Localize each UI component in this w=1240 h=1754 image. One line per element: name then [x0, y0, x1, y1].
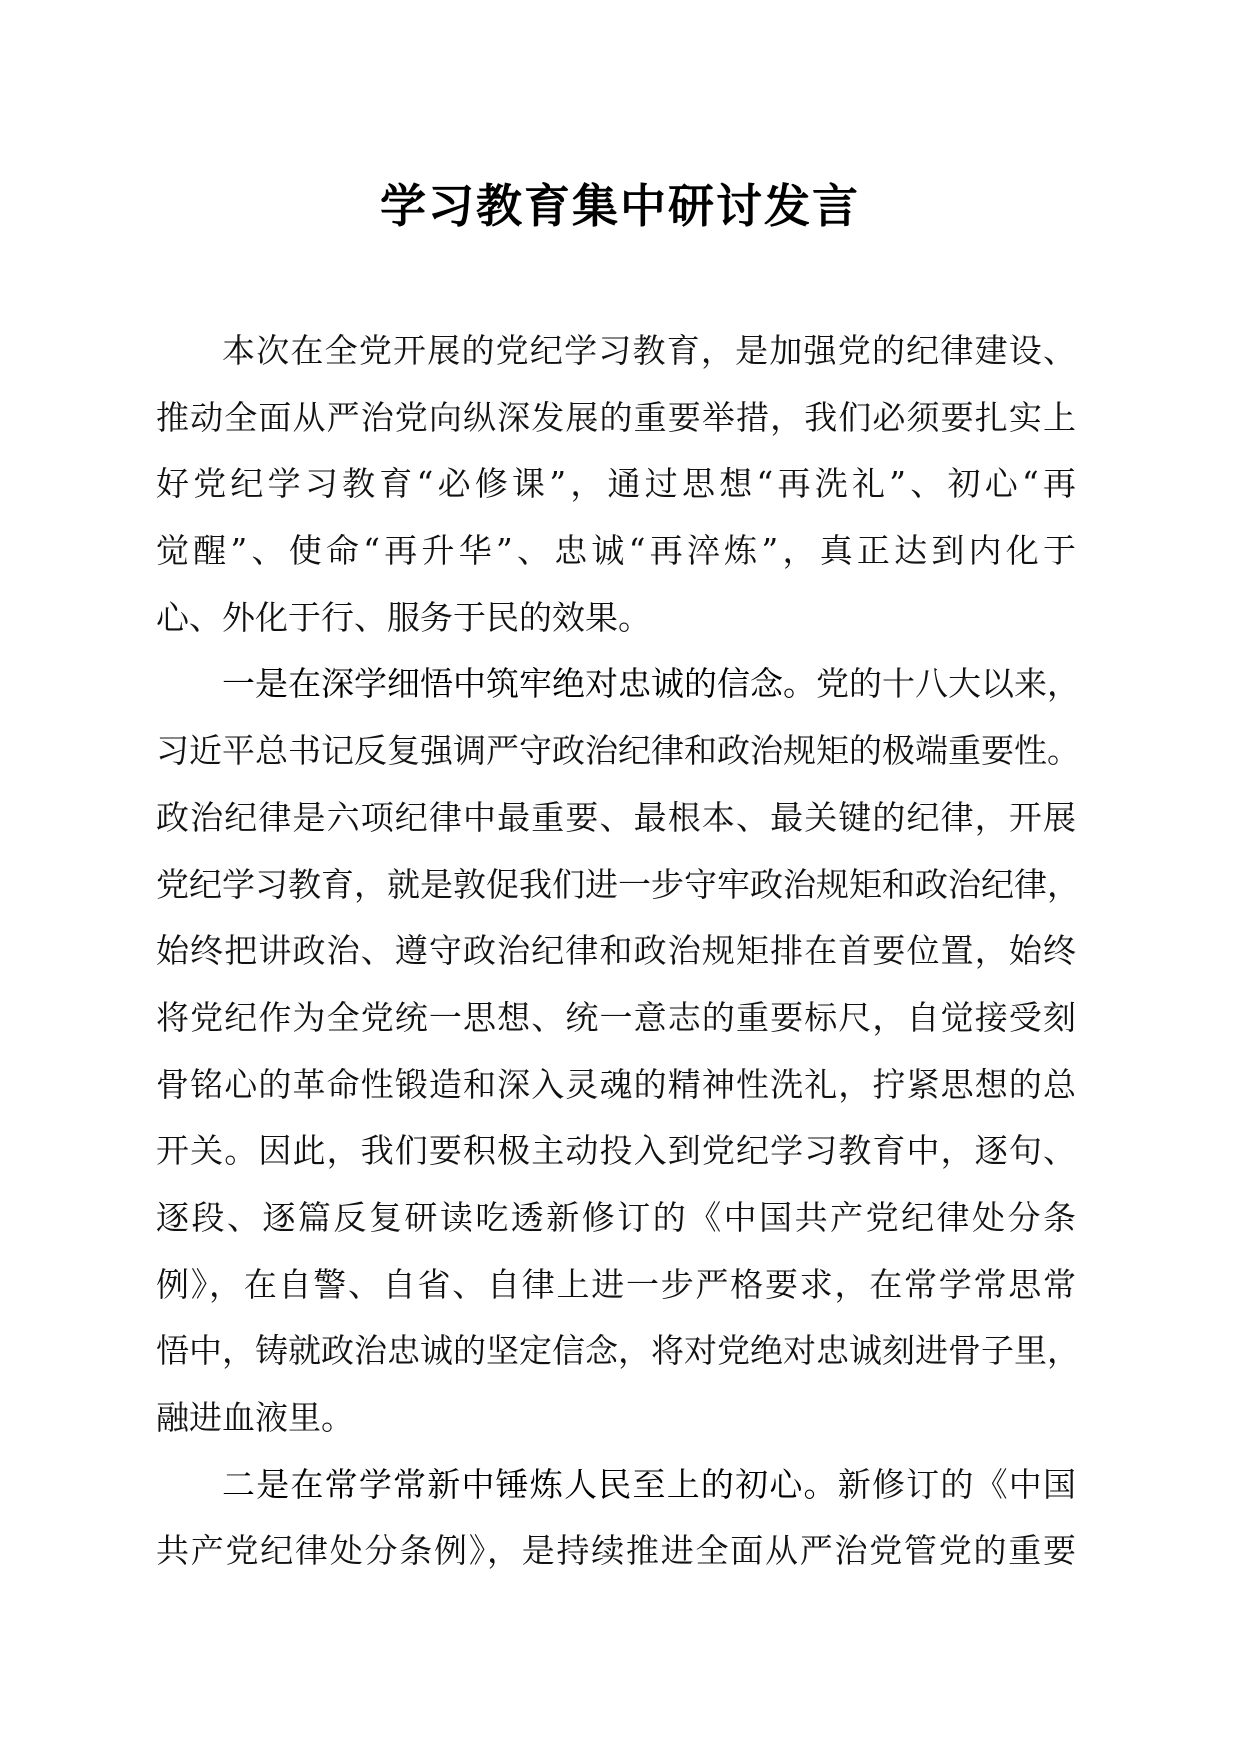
body-line: [156, 918, 1076, 985]
line-text: 政治纪律是六项纪律中最重要、最根本、最关键的纪律，开展: [156, 797, 1076, 837]
body-line: [156, 1385, 1076, 1452]
line-text: 共产党纪律处分条例》，是持续推进全面从严治党管党的重要: [156, 1531, 1076, 1571]
body-line: [156, 1052, 1076, 1119]
line-text: 例》，在自警、自省、自律上进一步严格要求，在常学常思常: [156, 1264, 1076, 1304]
document-body: [156, 318, 1080, 1585]
body-line: [156, 852, 1080, 919]
line-text: 党纪学习教育，就是敦促我们进一步守牢政治规矩和政治纪律，: [156, 864, 1080, 904]
line-text: 悟中，铸就政治忠诚的坚定信念，将对党绝对忠诚刻进骨子里，: [156, 1331, 1080, 1371]
line-text: 融进血液里。: [156, 1398, 354, 1437]
line-text: 觉醒”、使命“再升华”、忠诚“再淬炼”，真正达到内化于: [156, 531, 1076, 571]
line-text: 开关。因此，我们要积极主动投入到党纪学习教育中，逐句、: [156, 1131, 1076, 1171]
section-heading-1: 一是在深学细悟中筑牢绝对忠诚的信念。: [222, 664, 816, 704]
body-line: [156, 785, 1076, 852]
body-line: [156, 1252, 1076, 1319]
body-line: [156, 451, 1076, 518]
document-title: 学习教育集中研讨发言: [380, 179, 860, 233]
body-line: [156, 1518, 1076, 1585]
line-text: 将党纪作为全党统一思想、统一意志的重要标尺，自觉接受刻: [156, 997, 1076, 1037]
section-heading-2: 二是在常学常新中锤炼人民至上的初心。: [222, 1464, 838, 1504]
line-text: 好党纪学习教育“必修课”，通过思想“再洗礼”、初心“再: [156, 464, 1076, 504]
body-line: [156, 385, 1076, 452]
body-line: [156, 985, 1076, 1052]
body-line: [156, 585, 1076, 652]
body-line: [156, 1318, 1080, 1385]
line-text: 逐段、逐篇反复研读吃透新修订的《中国共产党纪律处分条: [156, 1197, 1076, 1237]
line-text: 新修订的《中国: [837, 1464, 1077, 1504]
body-line: [156, 1118, 1076, 1185]
body-line: [156, 1452, 1076, 1519]
body-line: [156, 1185, 1076, 1252]
line-text: 骨铭心的革命性锻造和深入灵魂的精神性洗礼，拧紧思想的总: [156, 1064, 1076, 1104]
line-text: 党的十八大以来，: [816, 664, 1080, 704]
line-text: 习近平总书记反复强调严守政治纪律和政治规矩的极端重要性。: [156, 731, 1080, 771]
body-line: [156, 651, 1080, 718]
body-line: [156, 518, 1076, 585]
line-text: 本次在全党开展的党纪学习教育，是加强党的纪律建设、: [222, 331, 1076, 370]
line-text: 心、外化于行、服务于民的效果。: [156, 597, 651, 637]
line-text: 始终把讲政治、遵守政治纪律和政治规矩排在首要位置，始终: [156, 931, 1076, 971]
body-line: [156, 718, 1080, 785]
body-line: [156, 318, 1076, 385]
line-text: 推动全面从严治党向纵深发展的重要举措，我们必须要扎实上: [156, 397, 1076, 437]
